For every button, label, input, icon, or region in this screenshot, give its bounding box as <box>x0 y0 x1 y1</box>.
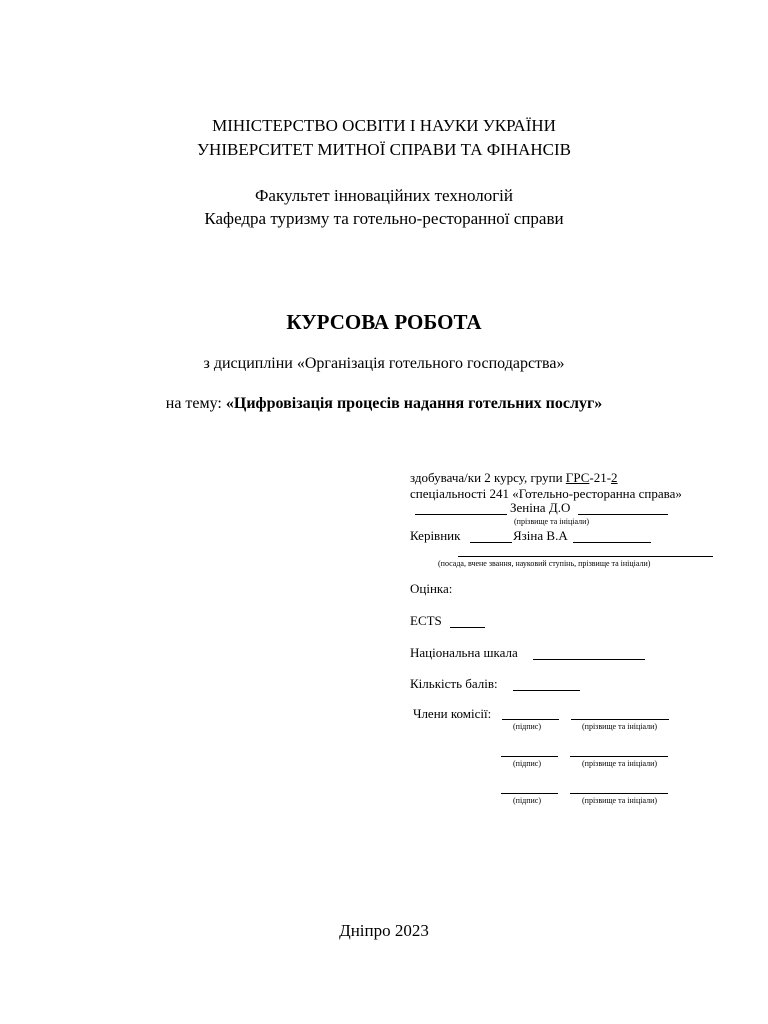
supervisor-underline-right <box>573 542 651 543</box>
work-title: КУРСОВА РОБОТА <box>286 310 482 334</box>
supervisor-name: Язіна В.А <box>513 528 568 543</box>
university-heading: УНІВЕРСИТЕТ МИТНОЇ СПРАВИ ТА ФІНАНСІВ <box>197 140 571 159</box>
supervisor-caption: (посада, вчене звання, науковий ступінь, прізвище та ініціали) <box>438 559 651 568</box>
discipline-line: з дисципліни «Організація готельного господарства» <box>203 355 565 372</box>
supervisor-underline-left <box>470 542 512 543</box>
group-code-b: -21- <box>589 470 612 485</box>
commission-signature-caption-2: (підпис) <box>513 759 542 768</box>
group-code-c: 2 <box>611 470 618 485</box>
national-scale-blank <box>533 659 645 660</box>
commission-label: Члени комісії: <box>413 706 492 721</box>
student-group-line <box>410 470 618 486</box>
supervisor-label: Керівник <box>410 528 461 543</box>
grade-label: Оцінка: <box>410 581 453 596</box>
student-line-prefix: здобувача/ки 2 курсу, групи <box>410 470 563 485</box>
commission-name-caption-3: (прізвище та ініціали) <box>582 796 658 805</box>
commission-name-line-1 <box>571 719 669 720</box>
commission-name-caption-2: (прізвище та ініціали) <box>582 759 658 768</box>
topic-text: «Цифровізація процесів надання готельних послуг» <box>225 395 603 412</box>
points-label: Кількість балів: <box>410 676 498 691</box>
city-year: Дніпро 2023 <box>339 921 429 940</box>
student-name: Зеніна Д.О <box>510 500 571 515</box>
commission-signature-line-3 <box>501 793 558 794</box>
commission-name-line-2 <box>570 756 668 757</box>
commission-signature-line-1 <box>502 719 559 720</box>
student-name-caption: (прізвище та ініціали) <box>514 517 590 526</box>
national-scale-label: Національна шкала <box>410 645 518 660</box>
supervisor-position-line <box>458 556 713 557</box>
commission-signature-caption-3: (підпис) <box>513 796 542 805</box>
commission-signature-line-2 <box>501 756 558 757</box>
ects-label: ECTS <box>410 613 442 628</box>
points-blank <box>513 690 580 691</box>
student-name-underline-right <box>578 514 668 515</box>
group-code-a: ГРС <box>565 470 590 485</box>
commission-signature-caption-1: (підпис) <box>513 722 542 731</box>
topic-prefix: на тему: <box>165 395 222 412</box>
student-name-underline-left <box>415 514 507 515</box>
ects-blank <box>450 627 485 628</box>
department-heading: Кафедра туризму та готельно-ресторанної справи <box>204 209 564 228</box>
commission-name-line-3 <box>570 793 668 794</box>
commission-name-caption-1: (прізвище та ініціали) <box>582 722 658 731</box>
ministry-heading: МІНІСТЕРСТВО ОСВІТИ І НАУКИ УКРАЇНИ <box>212 116 556 135</box>
topic-line <box>0 394 768 414</box>
faculty-heading: Факультет інноваційних технологій <box>254 186 514 205</box>
specialty-line: спеціальності 241 «Готельно-ресторанна справа» <box>410 486 682 501</box>
